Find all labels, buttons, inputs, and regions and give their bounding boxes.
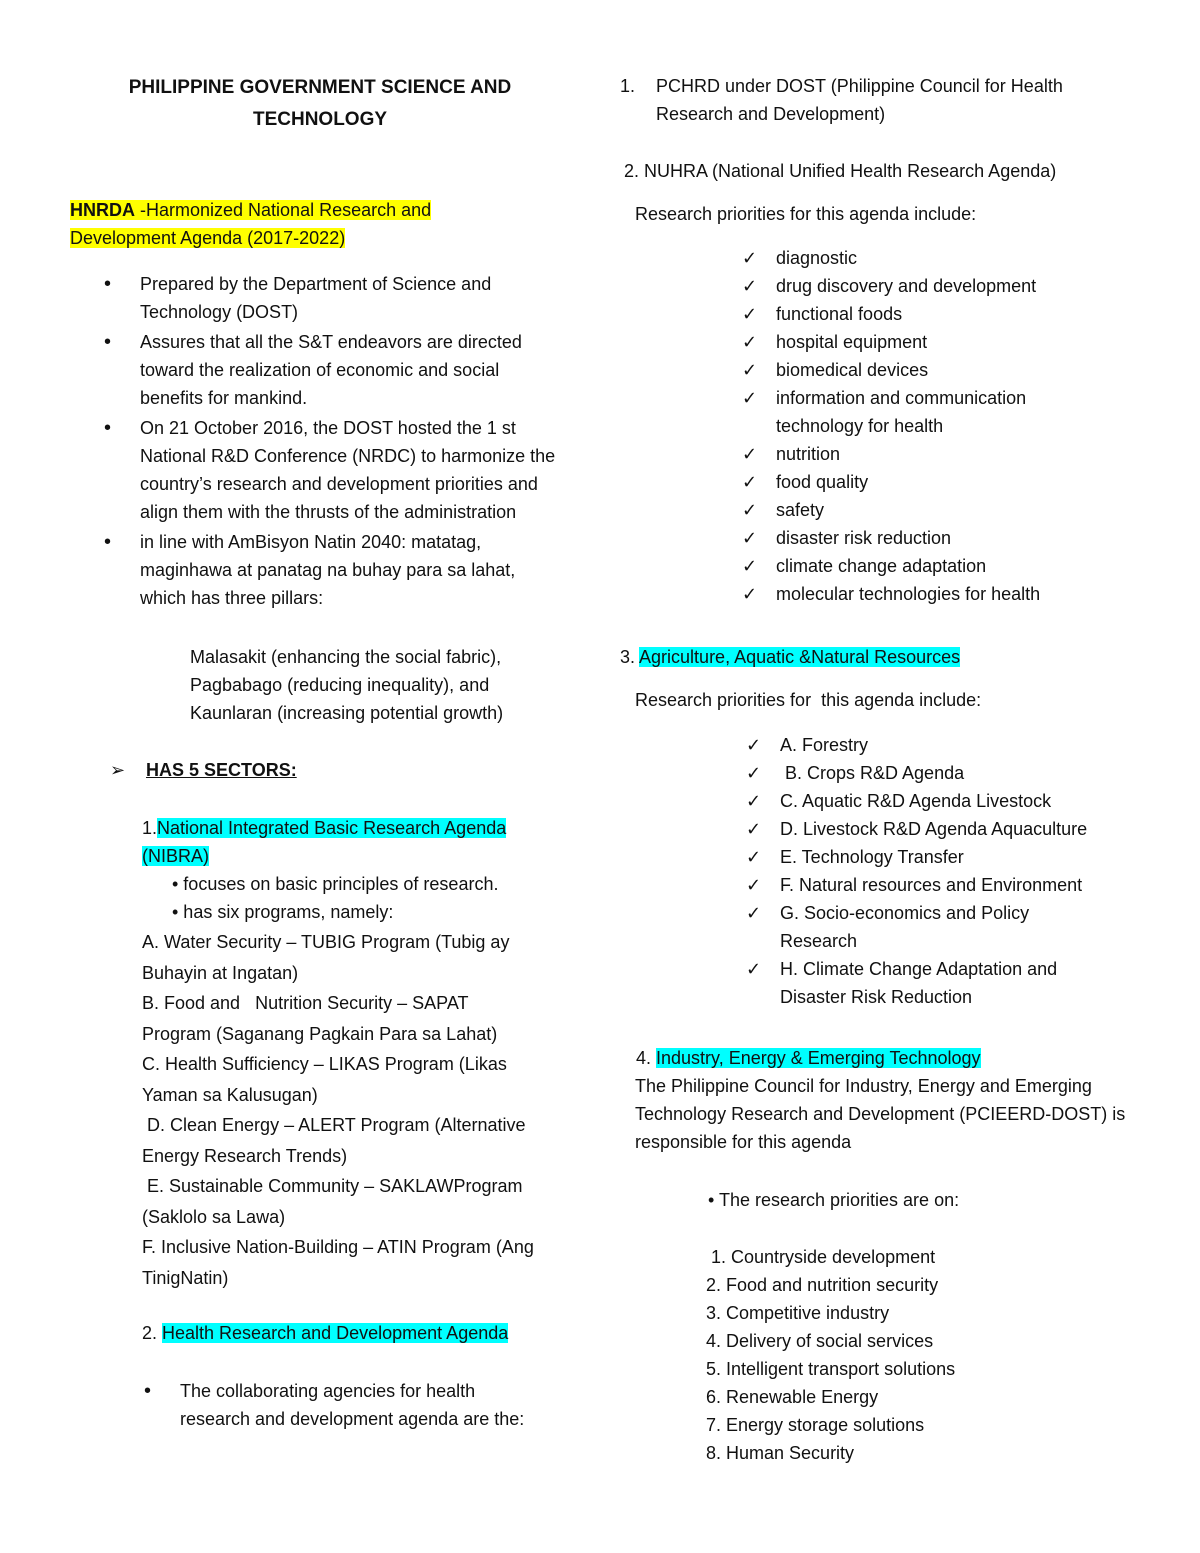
industry-description: The Philippine Council for Industry, Energy and Emerging Technology Research and Development (PCIEERD-DOST) is responsible for this agenda [635, 1076, 1126, 1152]
agency-text: NUHRA (National Unified Health Research Agenda) [644, 161, 1057, 181]
health-priorities-list [742, 244, 1156, 608]
arrow-bullet-icon: ➢ [110, 760, 126, 780]
list-item-text: E. Technology Transfer [780, 847, 964, 867]
list-item [742, 580, 1156, 608]
agency-text: PCHRD under DOST (Philippine Council for Health Research and Development) [656, 76, 1063, 124]
list-item: • Assures that all the S&T endeavors are directed toward the realization of economic and social benefits for mankind. [70, 328, 570, 412]
list-item: 7. Energy storage solutions [706, 1415, 925, 1435]
list-item-text: F. Natural resources and Environment [780, 875, 1083, 895]
check-icon: ✓ [746, 875, 762, 895]
list-item [742, 300, 1156, 328]
program-line: TinigNatin) [142, 1267, 229, 1288]
list-item-text: diagnostic [776, 248, 858, 268]
hnrda-heading-line-1: -Harmonized National Research and [135, 200, 432, 220]
health-agency-2 [624, 157, 1144, 185]
list-item-text: B. Crops R&D Agenda [780, 763, 965, 783]
list-item [746, 871, 1140, 899]
health-heading [142, 1319, 572, 1347]
program-line: F. Inclusive Nation-Building – ATIN Program (Ang [142, 1237, 534, 1257]
agri-items-list [746, 731, 1140, 1011]
agency-number: 2. [624, 161, 640, 181]
program-line: Energy Research Trends) [142, 1145, 348, 1166]
title-line-2: TECHNOLOGY [252, 109, 388, 130]
list-item [742, 328, 1156, 356]
industry-priorities-intro: • The research priorities are on: [708, 1190, 960, 1210]
list-item [742, 440, 1156, 468]
list-item: 2. Food and nutrition security [706, 1275, 939, 1295]
industry-priorities-list [706, 1243, 1146, 1467]
check-icon: ✓ [742, 388, 758, 408]
check-icon: ✓ [746, 959, 762, 979]
list-item-text: information and communication technology for health [776, 388, 1027, 436]
nibra-name-line-1: National Integrated Basic Research Agenda [157, 818, 507, 838]
program-line: A. Water Security – TUBIG Program (Tubig ay [142, 932, 510, 952]
nibra-number: 1. [142, 818, 158, 838]
list-item-text: H. Climate Change Adaptation and Disaster Risk Reduction [780, 959, 1058, 1007]
list-item-text: safety [776, 500, 825, 520]
sectors-heading [110, 756, 510, 784]
program-item [142, 1232, 572, 1293]
health-priorities-intro: Research priorities for this agenda include: [635, 204, 977, 224]
check-icon: ✓ [746, 735, 762, 755]
check-icon: ✓ [746, 847, 762, 867]
check-icon: ✓ [746, 763, 762, 783]
list-item-text: food quality [776, 472, 869, 492]
check-icon: ✓ [742, 472, 758, 492]
industry-number: 4. [636, 1048, 657, 1068]
list-item: • in line with AmBisyon Natin 2040: matatag, maginhawa at panatag na buhay para sa lahat, which has three pillars: [70, 528, 570, 612]
pillars-list [190, 643, 570, 727]
list-item: 8. Human Security [706, 1443, 855, 1463]
list-item: 5. Intelligent transport solutions [706, 1359, 956, 1379]
list-item: 6. Renewable Energy [706, 1387, 879, 1407]
check-icon: ✓ [742, 276, 758, 296]
list-item-text: C. Aquatic R&D Agenda Livestock [780, 791, 1052, 811]
check-icon: ✓ [742, 556, 758, 576]
pillar-item: Pagbabago (reducing inequality), and [190, 675, 490, 695]
program-line: (Saklolo sa Lawa) [142, 1206, 286, 1227]
agri-heading [620, 643, 1140, 671]
check-icon: ✓ [742, 332, 758, 352]
health-agency-1 [620, 72, 1100, 128]
agri-priorities-intro: Research priorities for this agenda include: [635, 690, 982, 710]
list-item-text: disaster risk reduction [776, 528, 952, 548]
program-line: Buhayin at Ingatan) [142, 962, 299, 983]
list-item: 4. Delivery of social services [706, 1331, 934, 1351]
list-item [742, 524, 1156, 552]
industry-name: Industry, Energy & Emerging Technology [656, 1048, 981, 1068]
check-icon: ✓ [742, 360, 758, 380]
list-item [742, 244, 1156, 272]
list-item: 3. Competitive industry [706, 1303, 890, 1323]
program-item [142, 1110, 572, 1171]
check-icon: ✓ [746, 819, 762, 839]
agency-number: 1. [620, 76, 636, 96]
title-line-1: PHILIPPINE GOVERNMENT SCIENCE AND [128, 77, 512, 98]
hnrda-heading [70, 196, 570, 252]
list-item [746, 843, 1140, 871]
list-item-text: biomedical devices [776, 360, 929, 380]
list-item [746, 899, 1140, 955]
program-line: E. Sustainable Community – SAKLAWProgram [142, 1176, 523, 1196]
list-item-text: drug discovery and development [776, 276, 1037, 296]
pillar-item: Kaunlaran (increasing potential growth) [190, 703, 504, 723]
health-number: 2. [142, 1323, 163, 1343]
list-item [746, 787, 1140, 815]
program-item [142, 1049, 572, 1110]
check-icon: ✓ [742, 584, 758, 604]
list-item-text: climate change adaptation [776, 556, 987, 576]
nibra-name-line-2: (NIBRA) [142, 846, 209, 866]
list-item [742, 384, 1156, 440]
list-item-text: D. Livestock R&D Agenda Aquaculture [780, 819, 1088, 839]
pillar-item: Malasakit (enhancing the social fabric), [190, 647, 502, 667]
program-line: B. Food and Nutrition Security – SAPAT [142, 993, 469, 1013]
list-item: • The collaborating agencies for health research and development agenda are the: [110, 1377, 570, 1433]
list-item [742, 552, 1156, 580]
hnrda-heading-line-2: Development Agenda (2017-2022) [70, 228, 346, 248]
list-item-text: hospital equipment [776, 332, 928, 352]
agri-name: Agriculture, Aquatic &Natural Resources [639, 647, 961, 667]
list-item-text: G. Socio-economics and Policy Research [780, 903, 1030, 951]
agri-number: 3. [620, 647, 640, 667]
check-icon: ✓ [746, 791, 762, 811]
list-item [742, 356, 1156, 384]
health-bullet-list [110, 1377, 570, 1433]
check-icon: ✓ [742, 500, 758, 520]
sectors-heading-text: HAS 5 SECTORS: [146, 760, 297, 780]
check-icon: ✓ [742, 528, 758, 548]
list-item [746, 731, 1140, 759]
list-item [742, 496, 1156, 524]
list-item [746, 815, 1140, 843]
check-icon: ✓ [742, 444, 758, 464]
nibra-heading [142, 814, 562, 870]
list-item-text: nutrition [776, 444, 841, 464]
page-title [70, 72, 570, 136]
program-line: D. Clean Energy – ALERT Program (Alternative [142, 1115, 526, 1135]
program-item [142, 988, 572, 1049]
list-item: • On 21 October 2016, the DOST hosted the 1 st National R&D Conference (NRDC) to harmonize the country’s research and development priorities and align them with the thrusts of the administration [70, 414, 570, 526]
list-item-text: A. Forestry [780, 735, 869, 755]
list-item [746, 759, 1140, 787]
list-item [746, 955, 1140, 1011]
list-item-text: functional foods [776, 304, 903, 324]
hnrda-acronym: HNRDA [70, 200, 135, 220]
nibra-point: • has six programs, namely: [172, 902, 394, 922]
program-item [142, 927, 572, 988]
program-line: Yaman sa Kalusugan) [142, 1084, 318, 1105]
health-name: Health Research and Development Agenda [162, 1323, 509, 1343]
list-item-text: molecular technologies for health [776, 584, 1041, 604]
program-line: Program (Saganang Pagkain Para sa Lahat) [142, 1023, 498, 1044]
check-icon: ✓ [742, 304, 758, 324]
program-item [142, 1171, 572, 1232]
list-item [742, 272, 1156, 300]
nibra-points [172, 870, 562, 926]
check-icon: ✓ [746, 903, 762, 923]
nibra-point: • focuses on basic principles of research. [172, 874, 499, 894]
list-item [742, 468, 1156, 496]
industry-heading [636, 1044, 1156, 1072]
check-icon: ✓ [742, 248, 758, 268]
program-line: C. Health Sufficiency – LIKAS Program (Likas [142, 1054, 507, 1074]
hnrda-bullet-list [70, 270, 570, 612]
nibra-programs [142, 927, 572, 1293]
list-item: 1. Countryside development [706, 1247, 936, 1267]
list-item: • Prepared by the Department of Science and Technology (DOST) [70, 270, 570, 326]
